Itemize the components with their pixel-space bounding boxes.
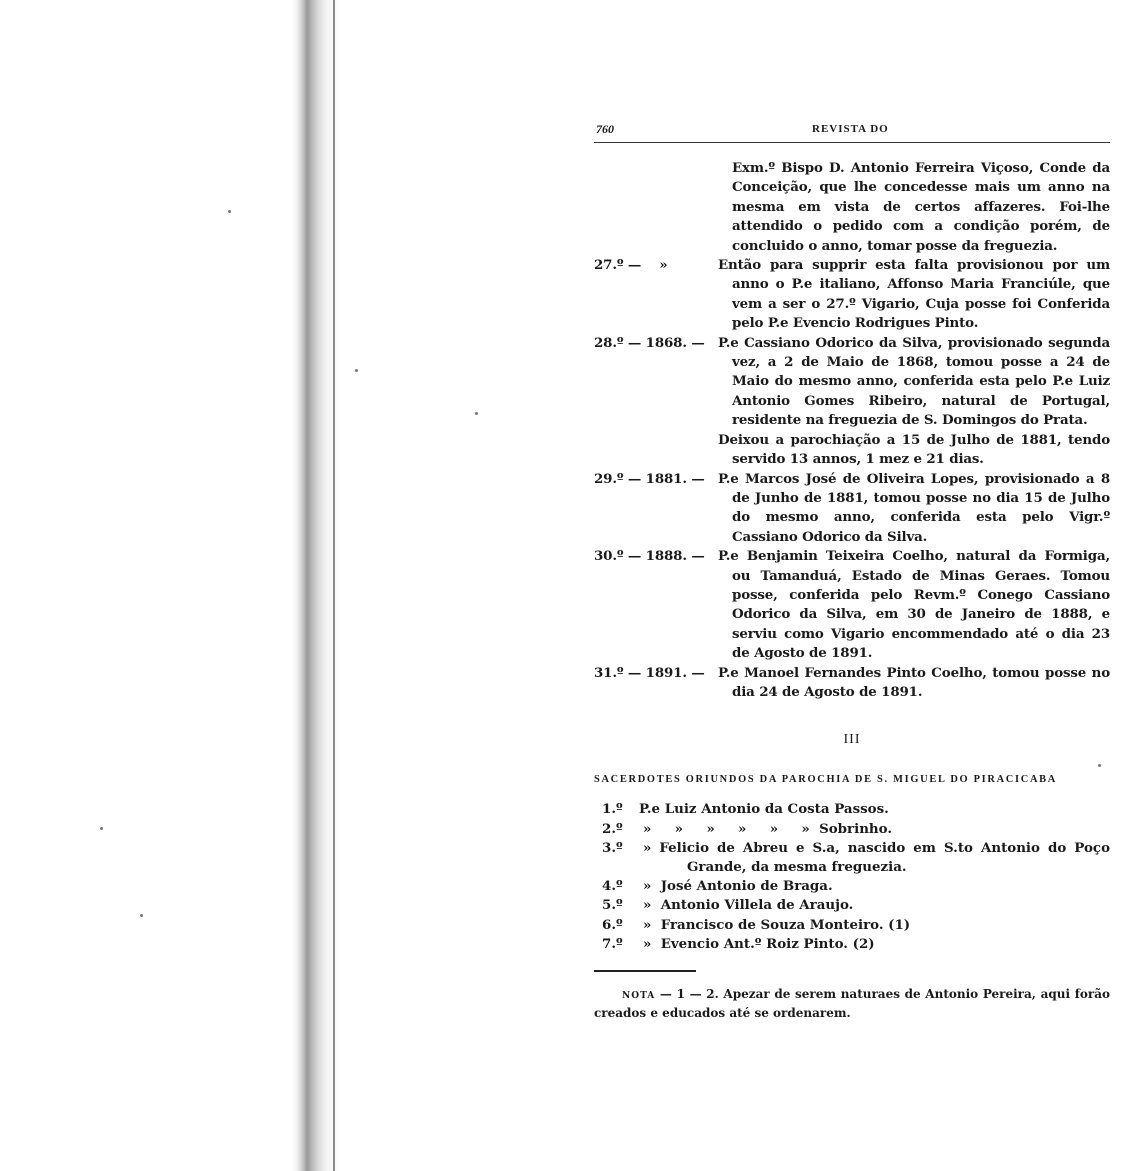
list-number: 7.º <box>602 935 623 952</box>
vicar-entries <box>594 159 1110 702</box>
list-text: P.e Luiz Antonio da Costa Passos. <box>639 801 889 818</box>
entry-label: 30.º — 1888. — <box>594 548 705 565</box>
list-text: » Francisco de Souza Monteiro. (1) <box>643 916 911 933</box>
entry-27 <box>594 256 1110 334</box>
paper-speck <box>100 827 103 830</box>
section-title: SACERDOTES ORIUNDOS DA PAROCHIA DE S. MIGUEL DO PIRACICABA <box>594 774 1057 786</box>
list-text: » Evencio Ant.º Roiz Pinto. (2) <box>643 935 875 952</box>
paper-speck <box>228 210 231 213</box>
list-text: » José Antonio de Braga. <box>643 878 833 895</box>
footnote-text: — 1 — 2. Apezar de serem naturaes de Antonio Pereira, aqui forão creados e educados até se ordenarem. <box>594 987 1110 1020</box>
list-text: » Antonio Villela de Araujo. <box>643 897 854 914</box>
entry-label: 31.º — 1891. — <box>594 664 705 681</box>
entry-29 <box>594 470 1110 548</box>
entry-label: 28.º — 1868. — <box>594 334 705 351</box>
entry-text: P.e Cassiano Odorico da Silva, provisionado segunda vez, a 2 de Maio de 1868, tomou posse a 24 de Maio do mesmo anno, conferida esta pelo P.e Luiz Antonio Gomes Ribeiro, natural de Portugal, residente na freguezia de S. Domingos do Prata. <box>718 334 1110 429</box>
entry-text: P.e Marcos José de Oliveira Lopes, provisionado a 8 de Junho de 1881, tomou posse no dia 15 de Julho do mesmo anno, conferida esta pelo Vigr.º Cassiano Odorico da Silva. <box>718 470 1110 545</box>
list-number: 2.º <box>602 820 623 837</box>
footnote-label: NOTA <box>622 991 656 1001</box>
footnote <box>594 986 1110 1022</box>
list-number: 6.º <box>602 916 623 933</box>
page-number: 760 <box>596 122 614 136</box>
list-item <box>594 877 1110 896</box>
list-item <box>594 839 1110 877</box>
priest-list <box>594 800 1110 954</box>
list-item <box>594 820 1110 839</box>
entry-text: Então para supprir esta falta provisionou por um anno o P.e italiano, Affonso Maria Franciúle, que vem a ser o 27.º Vigario, Cuja posse foi Conferida pelo P.e Evencio Rodrigues Pinto. <box>718 257 1110 332</box>
entry-text: P.e Manoel Fernandes Pinto Coelho, tomou posse no dia 24 de Agosto de 1891. <box>718 664 1110 700</box>
list-number: 5.º <box>602 897 623 914</box>
list-item <box>594 896 1110 915</box>
entry-31 <box>594 664 1110 703</box>
entry-text: P.e Benjamin Teixeira Coelho, natural da Formiga, ou Tamanduá, Estado de Minas Geraes. Tomou posse, conferida pelo Revm.º Conego Cassiano Odorico da Silva, em 30 de Janeiro de 1888, e serviu como Vigario encommendado até o dia 23 de Agosto de 1891. <box>718 548 1110 662</box>
list-text: » » » » » » Sobrinho. <box>643 820 893 837</box>
list-number: 1.º <box>602 801 623 818</box>
paper-speck <box>355 369 358 372</box>
paper-speck <box>140 914 143 917</box>
list-item <box>594 800 1110 819</box>
list-text: » Felicio de Abreu e S.a, nascido em S.to Antonio do Poço Grande, da mesma freguezia. <box>643 839 1110 875</box>
entry-28 <box>594 334 1110 431</box>
list-number: 4.º <box>602 878 623 895</box>
running-title: REVISTA DO <box>812 123 889 135</box>
entry-label: 27.º — » <box>594 257 668 274</box>
paper-speck <box>475 412 478 415</box>
book-page <box>594 118 1110 1022</box>
entry-30 <box>594 547 1110 663</box>
list-item <box>594 935 1110 954</box>
entry-intro: Exm.º Bispo D. Antonio Ferreira Viçoso, Conde da Conceição, que lhe concedesse mais um anno na mesma em vista de certos affazeres. Foi-lhe attendido o pedido com a condição porém, de concluido o anno, tomar posse da freguezia. <box>732 160 1110 254</box>
entry-label: 29.º — 1881. — <box>594 470 705 487</box>
list-item <box>594 916 1110 935</box>
section-number: III <box>843 732 861 748</box>
entry-28-continued: Deixou a parochiação a 15 de Julho de 1881, tendo servido 13 annos, 1 mez e 21 dias. <box>718 431 1110 468</box>
list-number: 3.º <box>602 839 623 856</box>
page-header <box>594 118 1110 143</box>
gutter-edge <box>333 0 335 1171</box>
footnote-rule <box>594 970 696 972</box>
